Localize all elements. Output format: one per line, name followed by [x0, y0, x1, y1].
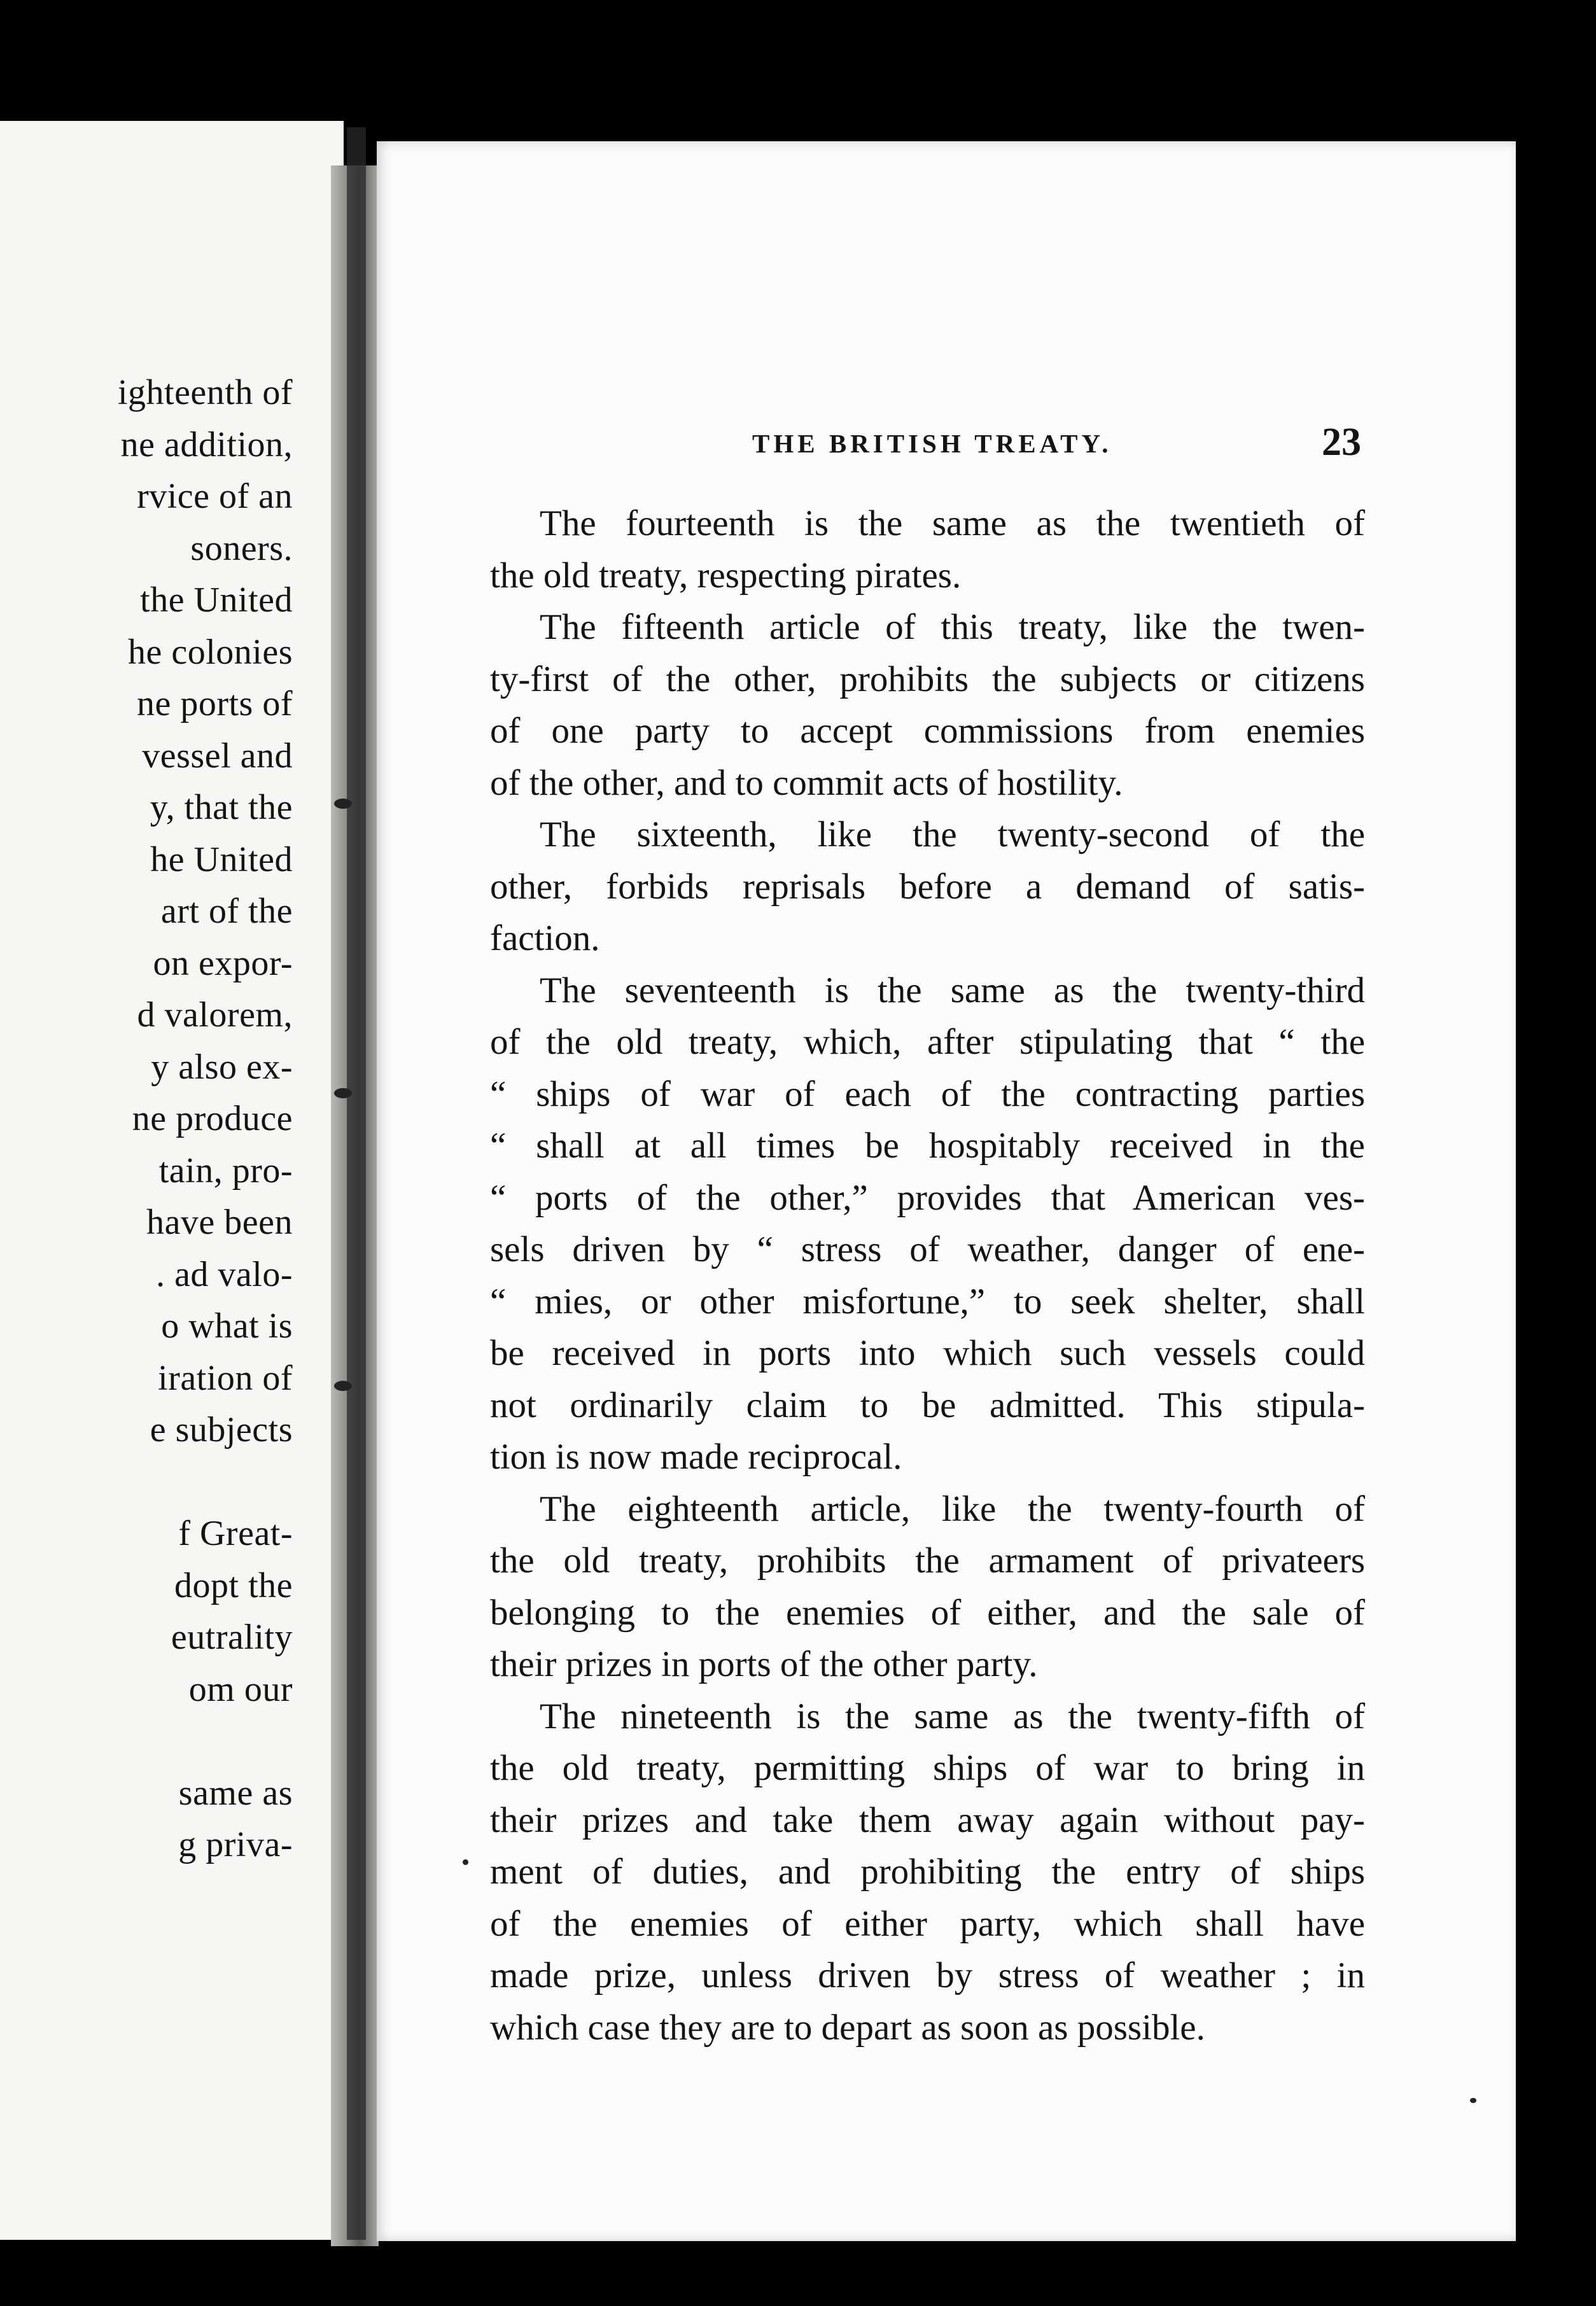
text-line: the old treaty, prohibits the armament of privateers [490, 1541, 1365, 1581]
text-line: The seventeenth is the same as the twenty-third [540, 970, 1365, 1010]
text-line: “ shall at all times be hospitably received in the [490, 1126, 1365, 1166]
left-page-line: e subjects [150, 1410, 293, 1450]
left-page-line: rvice of an [137, 477, 293, 516]
gutter-shadow [347, 127, 366, 2240]
text-line: sels driven by “ stress of weather, danger of ene- [490, 1229, 1365, 1269]
text-line: the old treaty, respecting pirates. [490, 555, 962, 596]
binding-thread-mark [334, 799, 352, 809]
text-line: The nineteenth is the same as the twenty-fifth of [540, 1696, 1365, 1736]
left-page-line: on expor- [153, 943, 293, 983]
text-line: “ mies, or other misfortune,” to seek shelter, shall [490, 1281, 1365, 1322]
text-line: of the old treaty, which, after stipulating that “ the [490, 1022, 1365, 1062]
text-line: “ ports of the other,” provides that American ves- [490, 1177, 1365, 1218]
left-page-line: ne produce [132, 1099, 293, 1138]
left-page-line: y also ex- [151, 1047, 293, 1087]
binding-thread-mark [334, 1381, 352, 1391]
left-page-line: same as [178, 1773, 293, 1813]
text-line: made prize, unless driven by stress of weather ; in [490, 1955, 1365, 1995]
paragraph [490, 809, 1365, 965]
left-page-line: he United [150, 839, 293, 879]
text-line: of the enemies of either party, which shall have [490, 1903, 1365, 1944]
paragraph [490, 965, 1365, 1483]
paragraph [490, 498, 1365, 601]
text-line: of one party to accept commissions from enemies [490, 711, 1365, 751]
body-text [490, 498, 1365, 2053]
left-page-line: art of the [160, 891, 293, 931]
text-line: which case they are to depart as soon as possible. [490, 2007, 1205, 2048]
text-line: “ ships of war of each of the contracting parties [490, 1073, 1365, 1114]
left-page-line: vessel and [142, 736, 293, 776]
left-page-line: ne addition, [120, 424, 293, 465]
text-line: The sixteenth, like the twenty-second of the [540, 814, 1365, 855]
left-page-line: o what is [161, 1306, 293, 1346]
paragraph [490, 1483, 1365, 1691]
text-line: tion is now made reciprocal. [490, 1437, 902, 1477]
text-line: their prizes in ports of the other party. [490, 1644, 1038, 1684]
text-line: The fourteenth is the same as the twentieth of [540, 503, 1365, 543]
text-line: of the other, and to commit acts of hostility. [490, 762, 1123, 803]
left-page-line: eutrality [171, 1618, 293, 1657]
left-page-line: dopt the [174, 1565, 293, 1605]
left-page-line: the United [140, 580, 293, 620]
text-line: other, forbids reprisals before a demand of satis- [490, 866, 1365, 907]
left-page-line: he colonies [128, 632, 293, 672]
text-line: ty-first of the other, prohibits the subjects or citizens [490, 659, 1365, 699]
left-page-line: g priva- [178, 1825, 293, 1864]
text-line: their prizes and take them away again without pay- [490, 1799, 1365, 1840]
text-line: The eighteenth article, like the twenty-fourth of [540, 1488, 1365, 1529]
left-page-line: iration of [158, 1358, 293, 1398]
left-page-line: d valorem, [137, 995, 293, 1035]
paragraph [490, 1691, 1365, 2054]
right-page [377, 141, 1516, 2241]
text-line: not ordinarily claim to be admitted. This stipula- [490, 1385, 1365, 1425]
left-page-line: tain, pro- [158, 1150, 293, 1191]
text-line: be received in ports into which such vessels could [490, 1333, 1365, 1373]
text-line: faction. [490, 918, 600, 958]
binding-thread-mark [334, 1088, 352, 1098]
left-page-line: om our [188, 1669, 293, 1709]
left-page-line: y, that the [150, 788, 293, 827]
left-page-line: ne ports of [136, 684, 293, 723]
text-line: the old treaty, permitting ships of war to bring in [490, 1748, 1365, 1788]
text-line: ment of duties, and prohibiting the entry of ships [490, 1852, 1365, 1892]
text-line: belonging to the enemies of either, and the sale of [490, 1592, 1365, 1633]
left-page-line: have been [146, 1203, 293, 1242]
page-number: 23 [1322, 421, 1361, 464]
left-page-line: f Great- [178, 1514, 293, 1553]
ink-speck [463, 1859, 468, 1865]
left-facing-page [0, 121, 344, 2240]
left-page-line: ighteenth of [117, 373, 293, 412]
running-head [377, 421, 1516, 464]
text-line: The fifteenth article of this treaty, like the twen- [540, 607, 1365, 647]
left-page-line: soners. [190, 528, 293, 568]
left-page-line: . ad valo- [156, 1254, 293, 1294]
running-head-title: THE BRITISH TREATY. [752, 429, 1112, 458]
paragraph [490, 601, 1365, 809]
ink-speck [1470, 2098, 1476, 2103]
